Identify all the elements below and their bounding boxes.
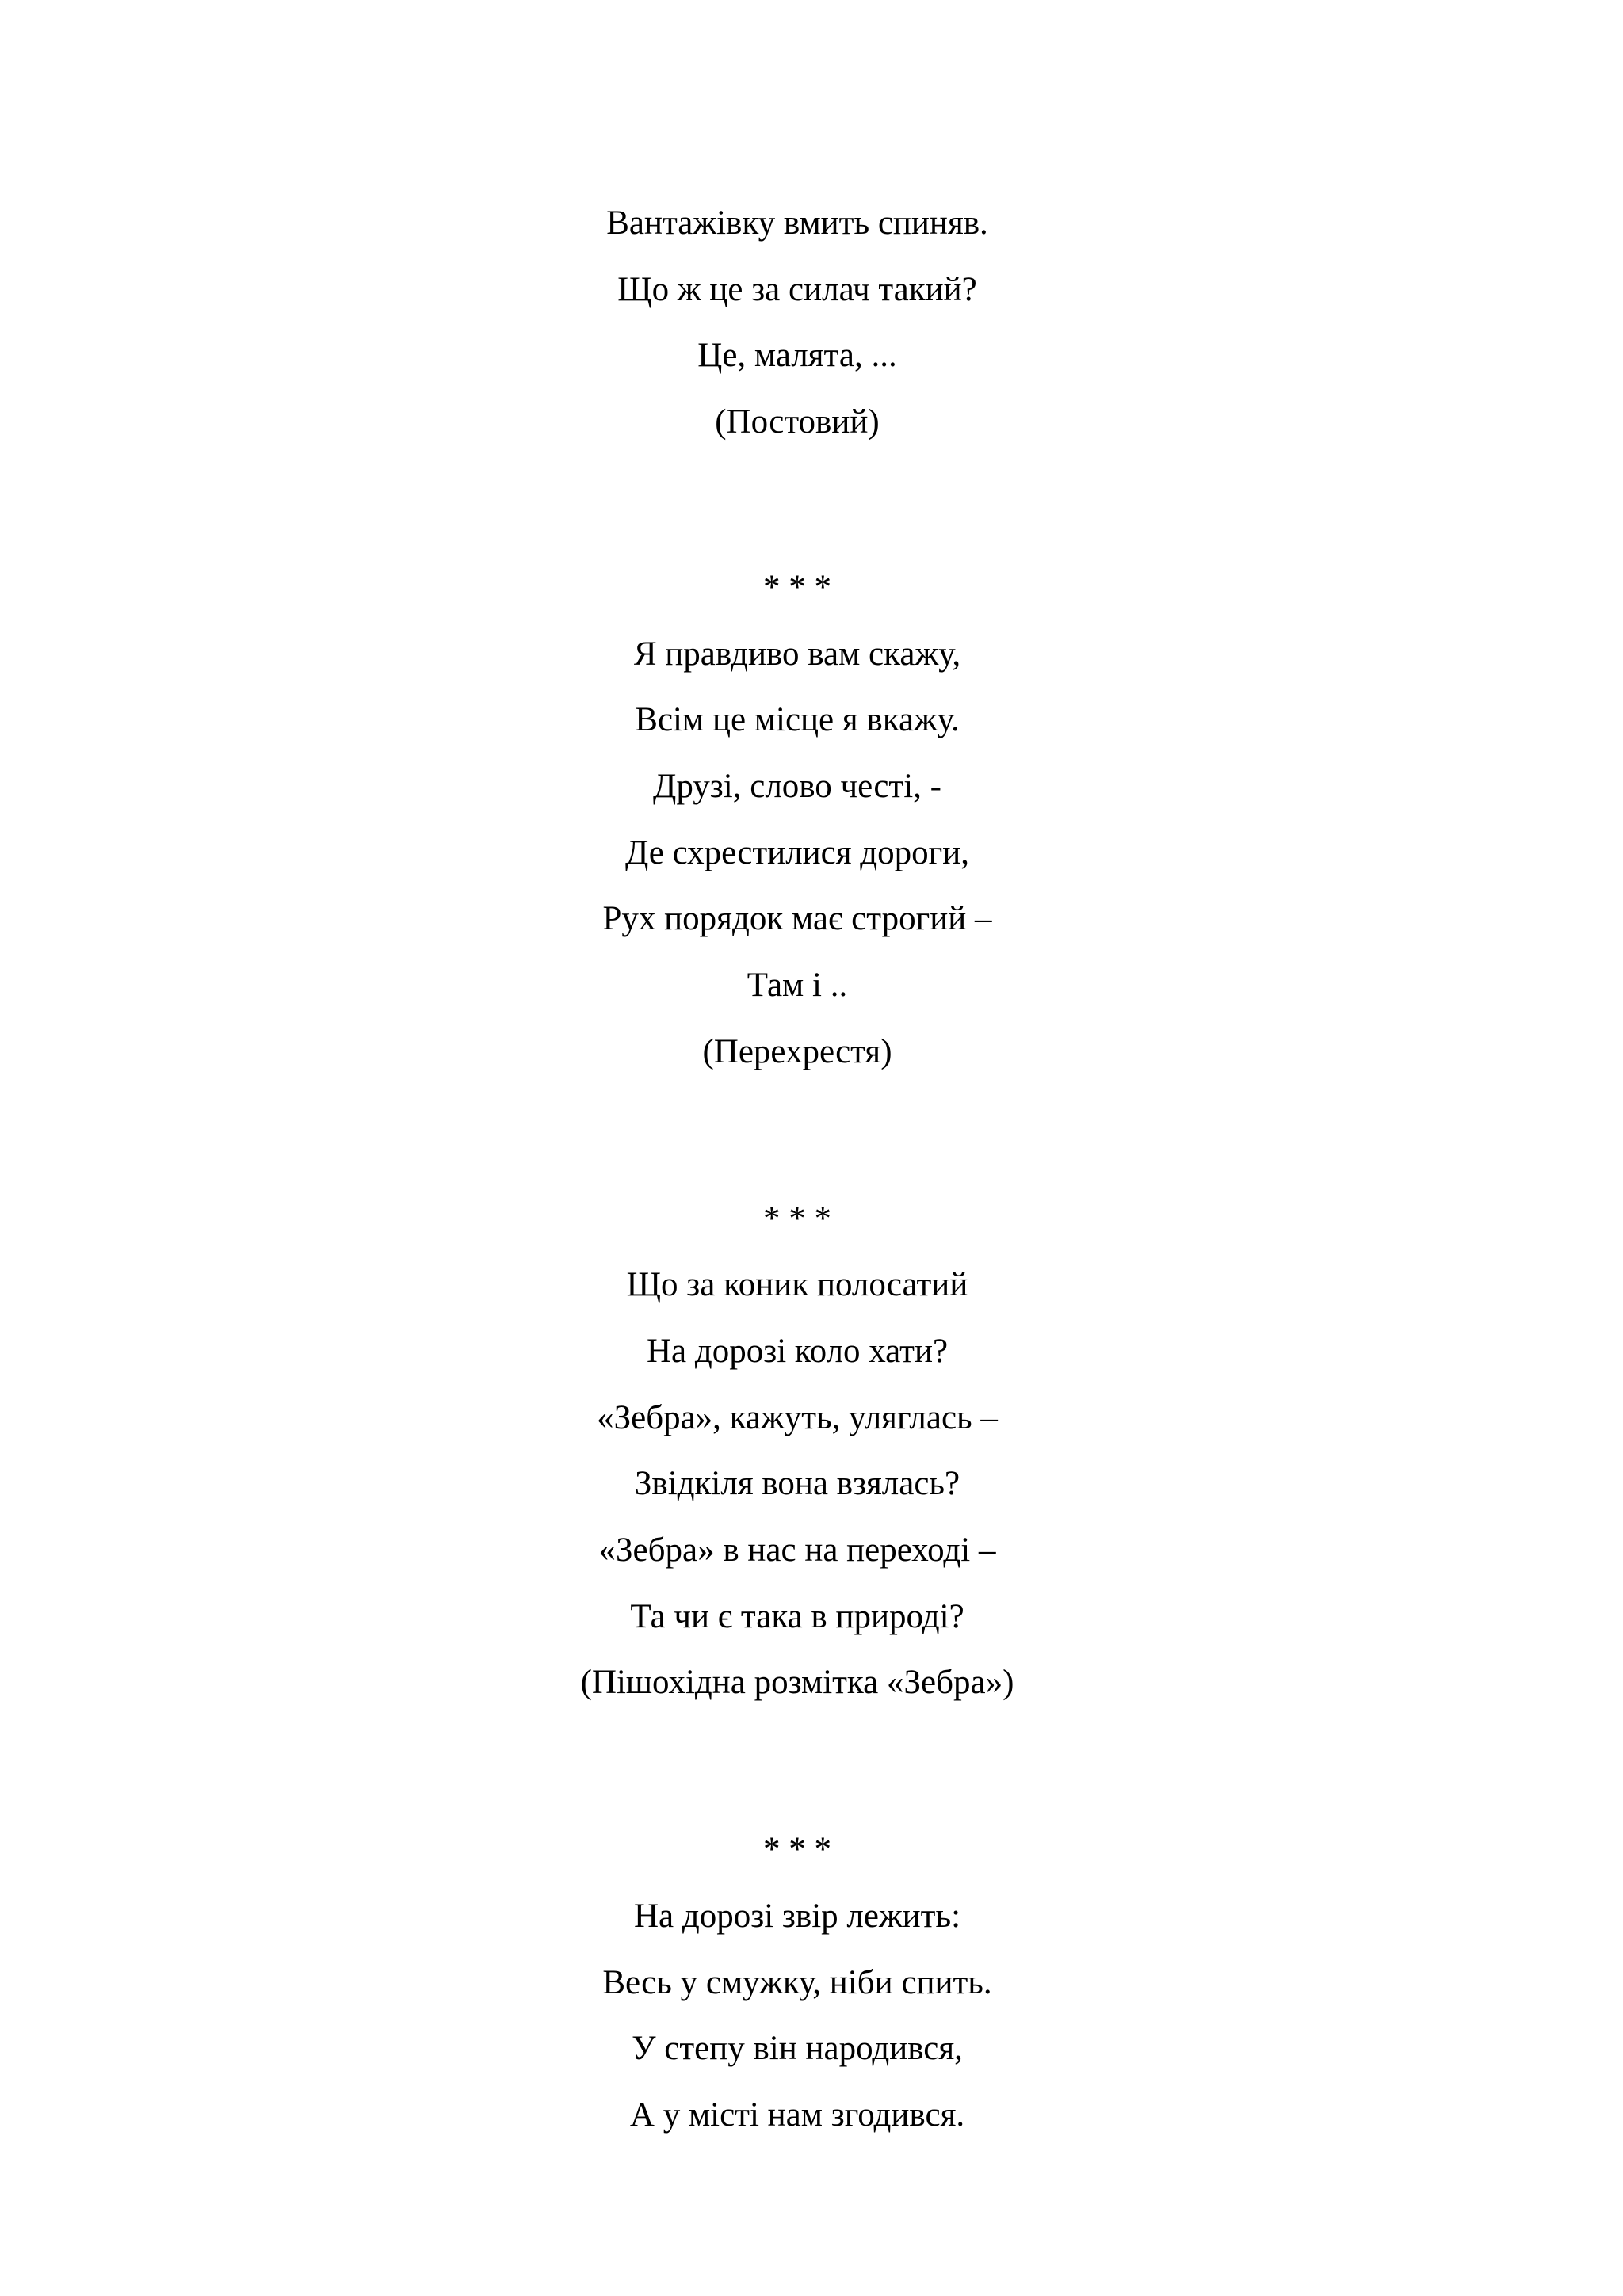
verse-line: Вантажівку вмить спиняв. xyxy=(606,204,988,242)
verse-line: Рух порядок має строгий – xyxy=(602,900,992,937)
verse-line: Весь у смужку, ніби спить. xyxy=(602,1964,992,2001)
riddle-answer: (Постовий) xyxy=(715,403,880,441)
section-separator: * * * xyxy=(763,569,831,606)
verse-line: «Зебра», кажуть, уляглась – xyxy=(597,1399,998,1436)
verse-line: Де схрестилися дороги, xyxy=(624,834,970,871)
verse-line: Друзі, слово честі, - xyxy=(653,768,941,805)
verse-line: А у місті нам згодився. xyxy=(629,2096,965,2134)
section-separator: * * * xyxy=(763,1831,831,1868)
verse-line: На дорозі звір лежить: xyxy=(633,1897,961,1935)
verse-line: Це, малята, ... xyxy=(697,337,897,374)
riddle-answer: (Перехрестя) xyxy=(702,1033,892,1070)
verse-line: Звідкіля вона взялась? xyxy=(634,1465,960,1502)
verse-line: «Зебра» в нас на переході – xyxy=(598,1531,996,1569)
verse-line: Всім це місце я вкажу. xyxy=(635,701,960,738)
verse-line: Що за коник полосатий xyxy=(626,1266,968,1303)
verse-line: Я правдиво вам скажу, xyxy=(633,635,961,673)
section-separator: * * * xyxy=(763,1200,831,1238)
verse-line: Що ж це за силач такий? xyxy=(617,271,977,308)
verse-line: На дорозі коло хати? xyxy=(646,1333,949,1370)
riddle-answer: (Пішохідна розмітка «Зебра») xyxy=(580,1664,1014,1701)
verse-line: Там і .. xyxy=(747,967,848,1004)
verse-line: Та чи є така в природі? xyxy=(630,1598,964,1635)
verse-line: У степу він народився, xyxy=(632,2030,963,2067)
